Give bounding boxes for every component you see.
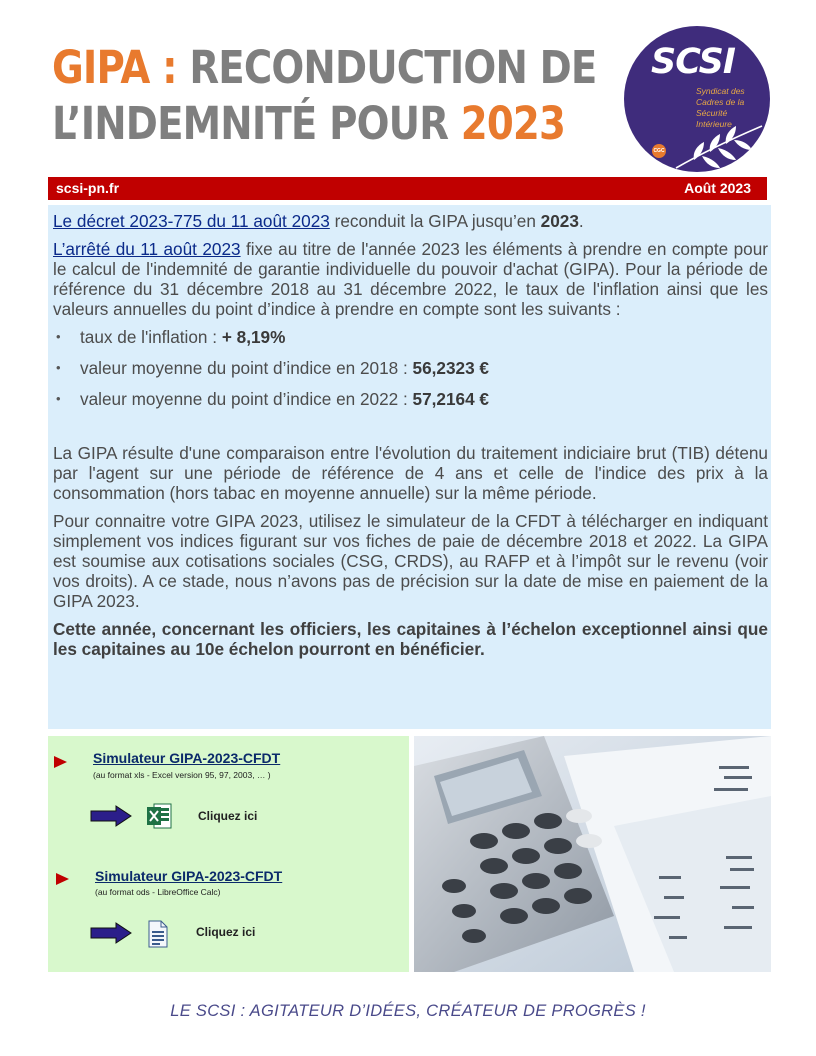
tagline-line: Syndicat des [696, 86, 745, 96]
title-indemnite: L’INDEMNITÉ POUR [52, 97, 461, 150]
cgc-badge: CGC [652, 144, 666, 158]
scsi-logo [624, 26, 770, 172]
article-body [48, 205, 771, 729]
paragraph-beneficiaries: Cette année, concernant les officiers, les capitaines à l’échelon exceptionnel ainsi que les capitaines au 10e échelon pourront en bénéficier. [53, 619, 768, 659]
paragraph-text: fixe au titre de l'année 2023 les éléments à prendre en compte pour le calcul de l'indemnité de garantie individuelle du pouvoir d'achat (GIPA). Pour la période de référence du 31 décembre 2018 au 31 décembre 2022, le taux de l'inflation ainsi que les valeurs annuelles du point d’indice à prendre en compte sont les suivants : [53, 239, 769, 319]
arrow-right-icon[interactable] [90, 922, 132, 944]
cliquez-ici-xls[interactable]: Cliquez ici [198, 809, 258, 823]
header-bar [48, 177, 767, 200]
title-year: 2023 [460, 97, 566, 150]
tagline-line: Intérieure [696, 119, 732, 129]
excel-icon[interactable] [146, 802, 172, 830]
list-item [53, 389, 768, 420]
publication-date: Août 2023 [684, 180, 751, 196]
arrete-link[interactable]: L’arrêté du 11 août 2023 [53, 239, 241, 259]
bullet-label: taux de l'inflation : [80, 327, 222, 347]
spacer [53, 420, 768, 443]
footer-slogan: LE SCSI : AGITATEUR D’IDÉES, CRÉATEUR DE PROGRÈS ! [170, 1002, 646, 1020]
simulator-ods-link[interactable]: Simulateur GIPA-2023-CFDT [95, 868, 283, 884]
tagline-line: Sécurité [696, 108, 728, 118]
calc-document-icon[interactable] [146, 920, 170, 948]
bullet-value: + 8,19% [221, 327, 286, 347]
red-bullet-icon [56, 873, 69, 885]
cliquez-ici-ods[interactable]: Cliquez ici [196, 925, 256, 939]
paragraph-end: . [578, 211, 584, 231]
calculator-photo [414, 736, 771, 972]
title-line-1 [52, 40, 597, 96]
site-name: scsi-pn.fr [56, 180, 120, 196]
paragraph-arrete [53, 239, 768, 319]
tagline-line: Cadres de la [696, 97, 745, 107]
decret-link[interactable]: Le décret 2023-775 du 11 août 2023 [53, 211, 330, 231]
paragraph-text: reconduit la GIPA jusqu’en [329, 211, 541, 231]
paragraph-decret [53, 211, 768, 231]
logo-name: SCSI [651, 42, 735, 82]
red-bullet-icon [54, 756, 67, 768]
values-list [53, 327, 768, 420]
bullet-value: 56,2323 € [412, 358, 489, 378]
calculator-illustration [414, 736, 771, 972]
arrow-right-icon[interactable] [90, 805, 132, 827]
simulator-xls-format: (au format xls - Excel version 95, 97, 2003, … ) [93, 770, 271, 780]
paragraph-simulator-info: Pour connaitre votre GIPA 2023, utilisez le simulateur de la CFDT à télécharger en indiquant simplement vos indices figurant sur vos fiches de paie de décembre 2018 et 2022. La GIPA est soumise aux cotisations sociales (CSG, CRDS), au RAFP et à l’impôt sur le revenu (voir vos droits). A ce stade, nous n’avons pas de précision sur la date de mise en paiement de la GIPA 2023. [53, 511, 768, 611]
simulators-panel [48, 736, 409, 972]
title-gipa: GIPA : [52, 41, 190, 94]
title-reconduction: RECONDUCTION DE [189, 41, 597, 94]
simulator-xls-link[interactable]: Simulateur GIPA-2023-CFDT [93, 750, 281, 766]
list-item [53, 327, 768, 358]
list-item [53, 358, 768, 389]
bullet-label: valeur moyenne du point d’indice en 2022 : [80, 389, 413, 409]
simulator-ods-format: (au format ods - LibreOffice Calc) [95, 887, 221, 897]
paragraph-gipa-definition: La GIPA résulte d'une comparaison entre l'évolution du traitement indiciaire brut (TIB) détenu par l'agent sur une période de référence de 4 ans et celle de l'indice des prix à la consommation (hors tabac en moyenne annuelle) sur la même période. [53, 443, 768, 503]
olive-branch-icon [674, 122, 764, 172]
bullet-label: valeur moyenne du point d’indice en 2018 : [80, 358, 413, 378]
year-bold: 2023 [540, 211, 579, 231]
bullet-value: 57,2164 € [412, 389, 489, 409]
title-line-2 [52, 96, 566, 152]
page-title [52, 40, 612, 152]
